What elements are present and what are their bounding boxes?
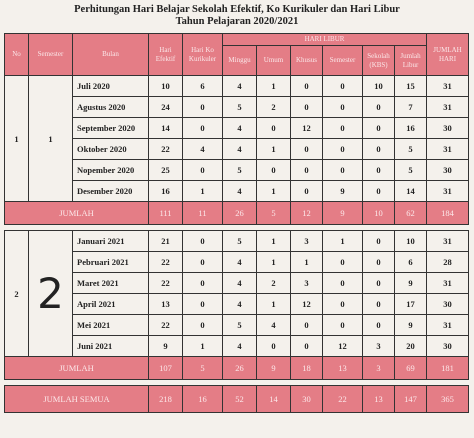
value-cell: 0 [363,139,395,160]
document-subtitle: Tahun Pelajaran 2020/2021 [175,16,299,27]
value-cell: 5 [223,97,257,118]
month-cell: Agustus 2020 [73,97,149,118]
header-jumlah-libur: Jumlah Libur [395,46,427,76]
value-cell: 0 [323,294,363,315]
total-cell: 13 [363,386,395,413]
value-cell: 1 [257,139,291,160]
total-row [5,386,469,413]
table-row [5,76,469,97]
month-cell: Januari 2021 [73,231,149,252]
total-cell: 16 [183,386,223,413]
total-cell: 147 [395,386,427,413]
total-cell: 30 [291,386,323,413]
value-cell: 1 [183,181,223,202]
month-cell: Pebruari 2021 [73,252,149,273]
value-cell: 5 [395,160,427,181]
value-cell: 4 [223,76,257,97]
value-cell: 31 [427,231,469,252]
value-cell: 4 [223,118,257,139]
value-cell: 0 [363,97,395,118]
value-cell: 0 [291,336,323,357]
value-cell: 0 [363,294,395,315]
value-cell: 0 [363,231,395,252]
value-cell: 4 [223,273,257,294]
jumlah-cell: 181 [427,357,469,380]
value-cell: 31 [427,273,469,294]
value-cell: 31 [427,97,469,118]
total-label: JUMLAH SEMUA [5,386,149,413]
value-cell: 0 [291,181,323,202]
value-cell: 0 [363,315,395,336]
value-cell: 30 [427,336,469,357]
header-minggu: Minggu [223,46,257,76]
jumlah-cell: 12 [291,202,323,225]
month-cell: Mei 2021 [73,315,149,336]
value-cell: 22 [149,315,183,336]
value-cell: 10 [149,76,183,97]
value-cell: 3 [291,273,323,294]
month-cell: Desember 2020 [73,181,149,202]
value-cell: 17 [395,294,427,315]
value-cell: 0 [257,160,291,181]
jumlah-row [5,357,469,380]
value-cell: 1 [257,252,291,273]
header-bulan: Bulan [73,34,149,76]
value-cell: 6 [395,252,427,273]
value-cell: 0 [323,76,363,97]
jumlah-cell: 184 [427,202,469,225]
value-cell: 2 [257,273,291,294]
value-cell: 31 [427,76,469,97]
table-row [5,139,469,160]
value-cell: 4 [223,294,257,315]
value-cell: 0 [323,160,363,181]
value-cell: 0 [323,139,363,160]
value-cell: 0 [183,231,223,252]
value-cell: 12 [323,336,363,357]
jumlah-cell: 5 [257,202,291,225]
value-cell: 5 [223,231,257,252]
jumlah-cell: 18 [291,357,323,380]
value-cell: 31 [427,315,469,336]
value-cell: 13 [149,294,183,315]
total-cell: 22 [323,386,363,413]
jumlah-cell: 5 [183,357,223,380]
table-row [5,273,469,294]
jumlah-cell: 26 [223,202,257,225]
jumlah-cell: 3 [363,357,395,380]
value-cell: 21 [149,231,183,252]
value-cell: 0 [257,336,291,357]
jumlah-cell: 111 [149,202,183,225]
value-cell: 0 [363,273,395,294]
header-khusus: Khusus [291,46,323,76]
value-cell: 0 [291,97,323,118]
value-cell: 30 [427,160,469,181]
month-cell: September 2020 [73,118,149,139]
value-cell: 9 [323,181,363,202]
table-row [5,181,469,202]
jumlah-row [5,202,469,225]
total-cell: 52 [223,386,257,413]
header-hari-kokurikuler: Hari Ko Kurikuler [183,34,223,76]
value-cell: 24 [149,97,183,118]
table-row [5,118,469,139]
jumlah-cell: 10 [363,202,395,225]
value-cell: 4 [223,181,257,202]
value-cell: 0 [291,315,323,336]
value-cell: 3 [291,231,323,252]
value-cell: 0 [323,118,363,139]
value-cell: 28 [427,252,469,273]
value-cell: 7 [395,97,427,118]
table-row [5,252,469,273]
jumlah-cell: 26 [223,357,257,380]
jumlah-cell: 69 [395,357,427,380]
value-cell: 16 [395,118,427,139]
header-hari-libur: HARI LIBUR [223,34,427,46]
value-cell: 0 [363,118,395,139]
value-cell: 4 [257,315,291,336]
value-cell: 30 [427,294,469,315]
value-cell: 5 [223,160,257,181]
table-row [5,336,469,357]
value-cell: 12 [291,294,323,315]
month-cell: Nopember 2020 [73,160,149,181]
value-cell: 14 [149,118,183,139]
value-cell: 10 [395,231,427,252]
value-cell: 0 [291,76,323,97]
value-cell: 0 [323,315,363,336]
group-semester: 1 [29,76,73,202]
value-cell: 5 [223,315,257,336]
header-sekolah: Sekolah (KBS) [363,46,395,76]
value-cell: 15 [395,76,427,97]
month-cell: Juni 2021 [73,336,149,357]
value-cell: 0 [257,118,291,139]
value-cell: 4 [223,336,257,357]
value-cell: 0 [363,181,395,202]
month-cell: Juli 2020 [73,76,149,97]
header-semester: Semester [29,34,73,76]
value-cell: 0 [183,118,223,139]
value-cell: 25 [149,160,183,181]
table-row [5,231,469,252]
jumlah-cell: 11 [183,202,223,225]
jumlah-label: JUMLAH [5,357,149,380]
value-cell: 22 [149,252,183,273]
value-cell: 0 [291,160,323,181]
value-cell: 0 [183,252,223,273]
value-cell: 4 [223,139,257,160]
value-cell: 1 [291,252,323,273]
value-cell: 0 [183,160,223,181]
header-hari-efektif: Hari Efektif [149,34,183,76]
value-cell: 1 [183,336,223,357]
table-row [5,315,469,336]
total-cell: 14 [257,386,291,413]
value-cell: 0 [183,97,223,118]
document-title: Perhitungan Hari Belajar Sekolah Efektif, Ko Kurikuler dan Hari Libur [74,4,400,15]
value-cell: 9 [149,336,183,357]
value-cell: 1 [257,294,291,315]
jumlah-cell: 13 [323,357,363,380]
value-cell: 4 [223,252,257,273]
value-cell: 5 [395,139,427,160]
value-cell: 1 [257,76,291,97]
jumlah-cell: 9 [257,357,291,380]
value-cell: 31 [427,181,469,202]
jumlah-cell: 9 [323,202,363,225]
holiday-table [4,33,469,413]
value-cell: 0 [363,252,395,273]
month-cell: April 2021 [73,294,149,315]
header-jumlah-hari: JUMLAH HARI [427,34,469,76]
value-cell: 1 [257,181,291,202]
value-cell: 30 [427,118,469,139]
value-cell: 22 [149,139,183,160]
table-row [5,160,469,181]
total-cell: 218 [149,386,183,413]
value-cell: 3 [363,336,395,357]
total-cell: 365 [427,386,469,413]
value-cell: 16 [149,181,183,202]
group-number: 2 [5,231,29,357]
value-cell: 0 [323,252,363,273]
jumlah-cell: 62 [395,202,427,225]
value-cell: 31 [427,139,469,160]
group-number: 1 [5,76,29,202]
group-semester: 2 [29,231,73,357]
value-cell: 6 [183,76,223,97]
value-cell: 0 [363,160,395,181]
header-semester-sub: Semester [323,46,363,76]
value-cell: 0 [323,273,363,294]
table-row [5,97,469,118]
value-cell: 10 [363,76,395,97]
value-cell: 0 [291,139,323,160]
month-cell: Oktober 2020 [73,139,149,160]
value-cell: 2 [257,97,291,118]
header-umum: Umum [257,46,291,76]
value-cell: 4 [183,139,223,160]
value-cell: 1 [323,231,363,252]
table-row [5,294,469,315]
month-cell: Maret 2021 [73,273,149,294]
value-cell: 22 [149,273,183,294]
value-cell: 14 [395,181,427,202]
value-cell: 0 [183,294,223,315]
header-no: No [5,34,29,76]
value-cell: 1 [257,231,291,252]
value-cell: 0 [323,97,363,118]
value-cell: 9 [395,273,427,294]
jumlah-cell: 107 [149,357,183,380]
jumlah-label: JUMLAH [5,202,149,225]
value-cell: 0 [183,273,223,294]
value-cell: 20 [395,336,427,357]
value-cell: 0 [183,315,223,336]
value-cell: 9 [395,315,427,336]
value-cell: 12 [291,118,323,139]
